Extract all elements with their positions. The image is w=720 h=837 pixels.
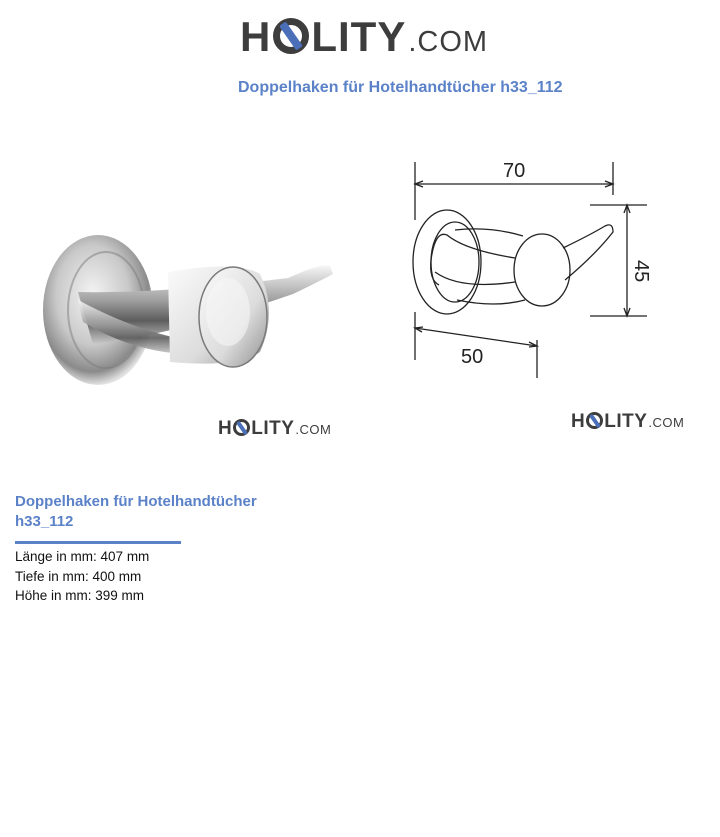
dimension-height: 45 bbox=[630, 260, 652, 283]
drawing-logo bbox=[571, 410, 684, 433]
logo-letters-lity: LITY bbox=[604, 411, 648, 432]
spec-height: Höhe in mm: 399 mm bbox=[15, 588, 145, 603]
product-title-line2: h33_112 bbox=[15, 513, 74, 530]
dimension-depth: 50 bbox=[461, 346, 484, 368]
product-photo bbox=[38, 222, 338, 392]
tilted-ring-icon bbox=[586, 412, 603, 429]
spec-depth: Tiefe in mm: 400 mm bbox=[15, 568, 142, 584]
logo-suffix: .COM bbox=[648, 415, 685, 430]
logo-letters-lity: LITY bbox=[311, 13, 407, 60]
dimension-width: 70 bbox=[503, 160, 526, 182]
photo-logo bbox=[218, 417, 331, 440]
logo-suffix: .COM bbox=[295, 422, 332, 437]
page-title: Doppelhaken für Hotelhandtücher h33_112 bbox=[238, 79, 563, 96]
logo-letter-h: H bbox=[240, 13, 272, 60]
technical-drawing bbox=[395, 150, 665, 380]
spec-list bbox=[15, 547, 149, 606]
logo-suffix: .COM bbox=[408, 26, 489, 58]
spec-length: Länge in mm: 407 mm bbox=[15, 549, 150, 564]
logo-letter-h: H bbox=[571, 411, 586, 432]
logo-letters-lity: LITY bbox=[251, 418, 295, 439]
logo-letter-h: H bbox=[218, 418, 233, 439]
tilted-ring-icon bbox=[233, 419, 250, 436]
title-divider bbox=[15, 541, 181, 544]
product-title-line1: Doppelhaken für Hotelhandtücher bbox=[15, 493, 257, 510]
tilted-ring-icon bbox=[273, 18, 309, 54]
product-title bbox=[15, 492, 295, 532]
brand-logo[interactable] bbox=[240, 13, 488, 61]
